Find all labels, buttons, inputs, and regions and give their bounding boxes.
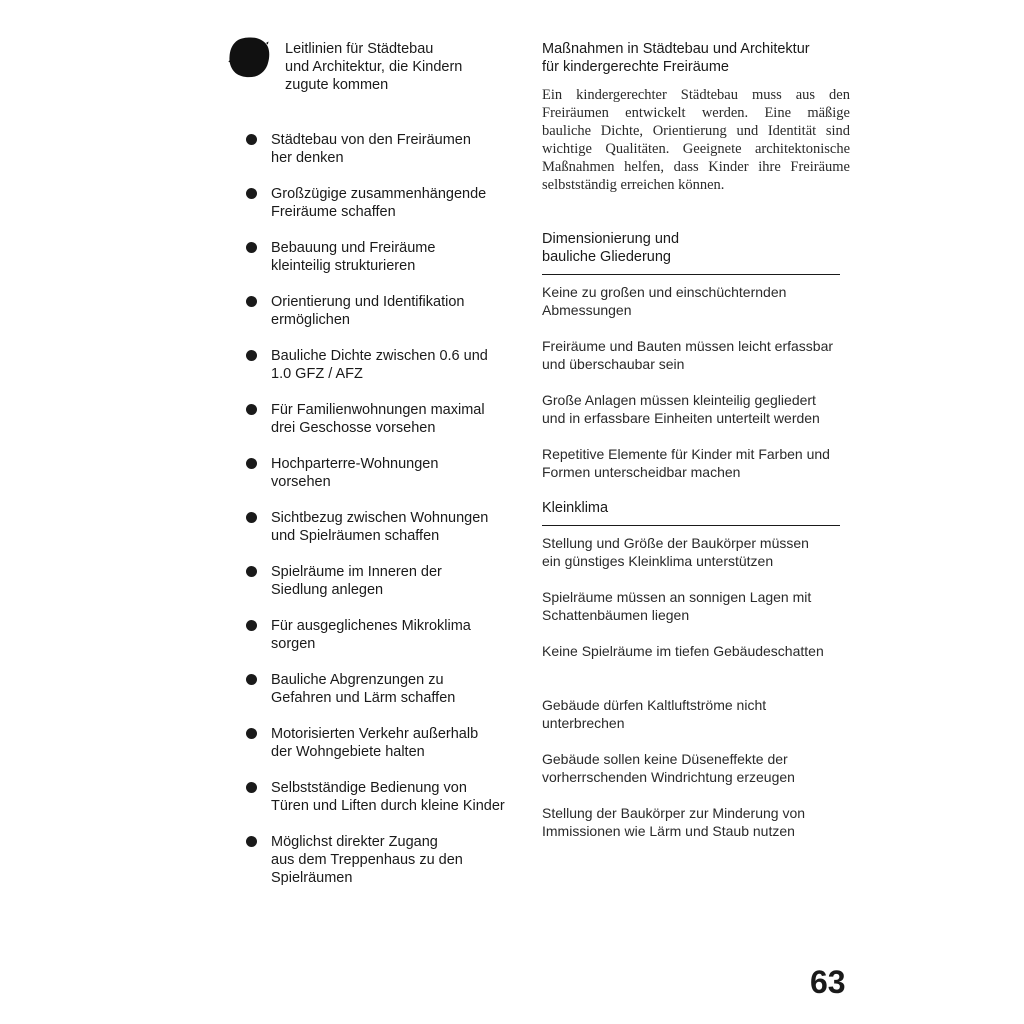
principle-text: Bauliche Abgrenzungen zu Gefahren und Lärm schaffen [271, 672, 456, 706]
principle-item [246, 347, 531, 401]
principle-item [246, 455, 531, 509]
principle-text: Möglichst direkter Zugang aus dem Treppenhaus zu den Spielräumen [271, 834, 463, 886]
dimensioning-section [542, 230, 850, 499]
bullet-icon [246, 728, 257, 739]
bullet-icon [246, 836, 257, 847]
bullet-icon [246, 134, 257, 145]
bullet-icon [246, 782, 257, 793]
ink-blot-icon [228, 36, 270, 78]
principle-text: Großzügige zusammenhängende Freiräume schaffen [271, 186, 487, 220]
bullet-icon [246, 620, 257, 631]
measures-title: Maßnahmen in Städtebau und Architektur für kindergerechte Freiräume [542, 41, 810, 75]
microclimate-section [542, 499, 850, 858]
page-number: 63 [810, 964, 846, 1000]
principle-item [246, 293, 531, 347]
dimensioning-heading: Dimensionierung und bauliche Gliederung [542, 231, 680, 265]
section-divider [542, 274, 840, 275]
measure-item: Große Anlagen müssen kleinteilig gegliedert und in erfassbare Einheiten unterteilt werden [542, 392, 820, 426]
principle-item [246, 239, 531, 293]
measure-item: Repetitive Elemente für Kinder mit Farben und Formen unterscheidbar machen [542, 446, 830, 480]
principle-text: Selbstständige Bedienung von Türen und Liften durch kleine Kinder [271, 780, 505, 814]
bullet-icon [246, 512, 257, 523]
principle-text: Motorisierten Verkehr außerhalb der Wohngebiete halten [271, 726, 479, 760]
bullet-icon [246, 674, 257, 685]
measure-item: Keine Spielräume im tiefen Gebäudeschatten [542, 643, 824, 659]
bullet-icon [246, 242, 257, 253]
principles-list [246, 131, 531, 887]
principle-item [246, 509, 531, 563]
measure-item: Keine zu großen und einschüchternden Abmessungen [542, 284, 787, 318]
measure-item: Spielräume müssen an sonnigen Lagen mit Schattenbäumen liegen [542, 589, 812, 623]
measure-item: Stellung und Größe der Baukörper müssen ein günstiges Kleinklima unterstützen [542, 535, 809, 569]
measure-item: Gebäude sollen keine Düseneffekte der vorherrschenden Windrichtung erzeugen [542, 751, 795, 785]
principle-item [246, 185, 531, 239]
principle-text: Hochparterre-Wohnungen vorsehen [271, 456, 439, 490]
principle-item [246, 671, 531, 725]
principle-text: Orientierung und Identifikation ermöglichen [271, 294, 465, 328]
principle-text: Sichtbezug zwischen Wohnungen und Spielräumen schaffen [271, 510, 489, 544]
measure-item: Gebäude dürfen Kaltluftströme nicht unterbrechen [542, 697, 767, 731]
bullet-icon [246, 458, 257, 469]
measure-item: Freiräume und Bauten müssen leicht erfassbar und überschaubar sein [542, 338, 834, 372]
principle-item [246, 401, 531, 455]
bullet-icon [246, 566, 257, 577]
bullet-icon [246, 350, 257, 361]
principle-text: Für Familienwohnungen maximal drei Geschosse vorsehen [271, 402, 485, 436]
principle-item [246, 563, 531, 617]
principle-text: Städtebau von den Freiräumen her denken [271, 132, 471, 166]
principle-item [246, 725, 531, 779]
measures-column [542, 40, 850, 858]
guidelines-title: Leitlinien für Städtebau und Architektur, die Kindern zugute kommen [285, 41, 463, 93]
principle-text: Spielräume im Inneren der Siedlung anlegen [271, 564, 442, 598]
measures-intro-text: Ein kindergerechter Städtebau muss aus den Freiräumen entwickelt werden. Eine mäßige bauliche Dichte, Orientierung und Identität sind wichtige Qualitäten. Geeignete architektonische Maßnahmen helfen, dass Kinder ihre Freiräume selbstständig erreichen können. [542, 87, 850, 193]
bullet-icon [246, 296, 257, 307]
principle-item [246, 131, 531, 185]
principle-text: Bebauung und Freiräume kleinteilig strukturieren [271, 240, 436, 274]
principle-text: Bauliche Dichte zwischen 0.6 und 1.0 GFZ / AFZ [271, 348, 488, 382]
principle-text: Für ausgeglichenes Mikroklima sorgen [271, 618, 471, 652]
principle-item [246, 779, 531, 833]
principle-item [246, 833, 531, 887]
bullet-icon [246, 188, 257, 199]
bullet-icon [246, 404, 257, 415]
section-divider [542, 525, 840, 526]
microclimate-heading: Kleinklima [542, 500, 609, 516]
principle-item [246, 617, 531, 671]
measure-item: Stellung der Baukörper zur Minderung von Immissionen wie Lärm und Staub nutzen [542, 805, 806, 839]
